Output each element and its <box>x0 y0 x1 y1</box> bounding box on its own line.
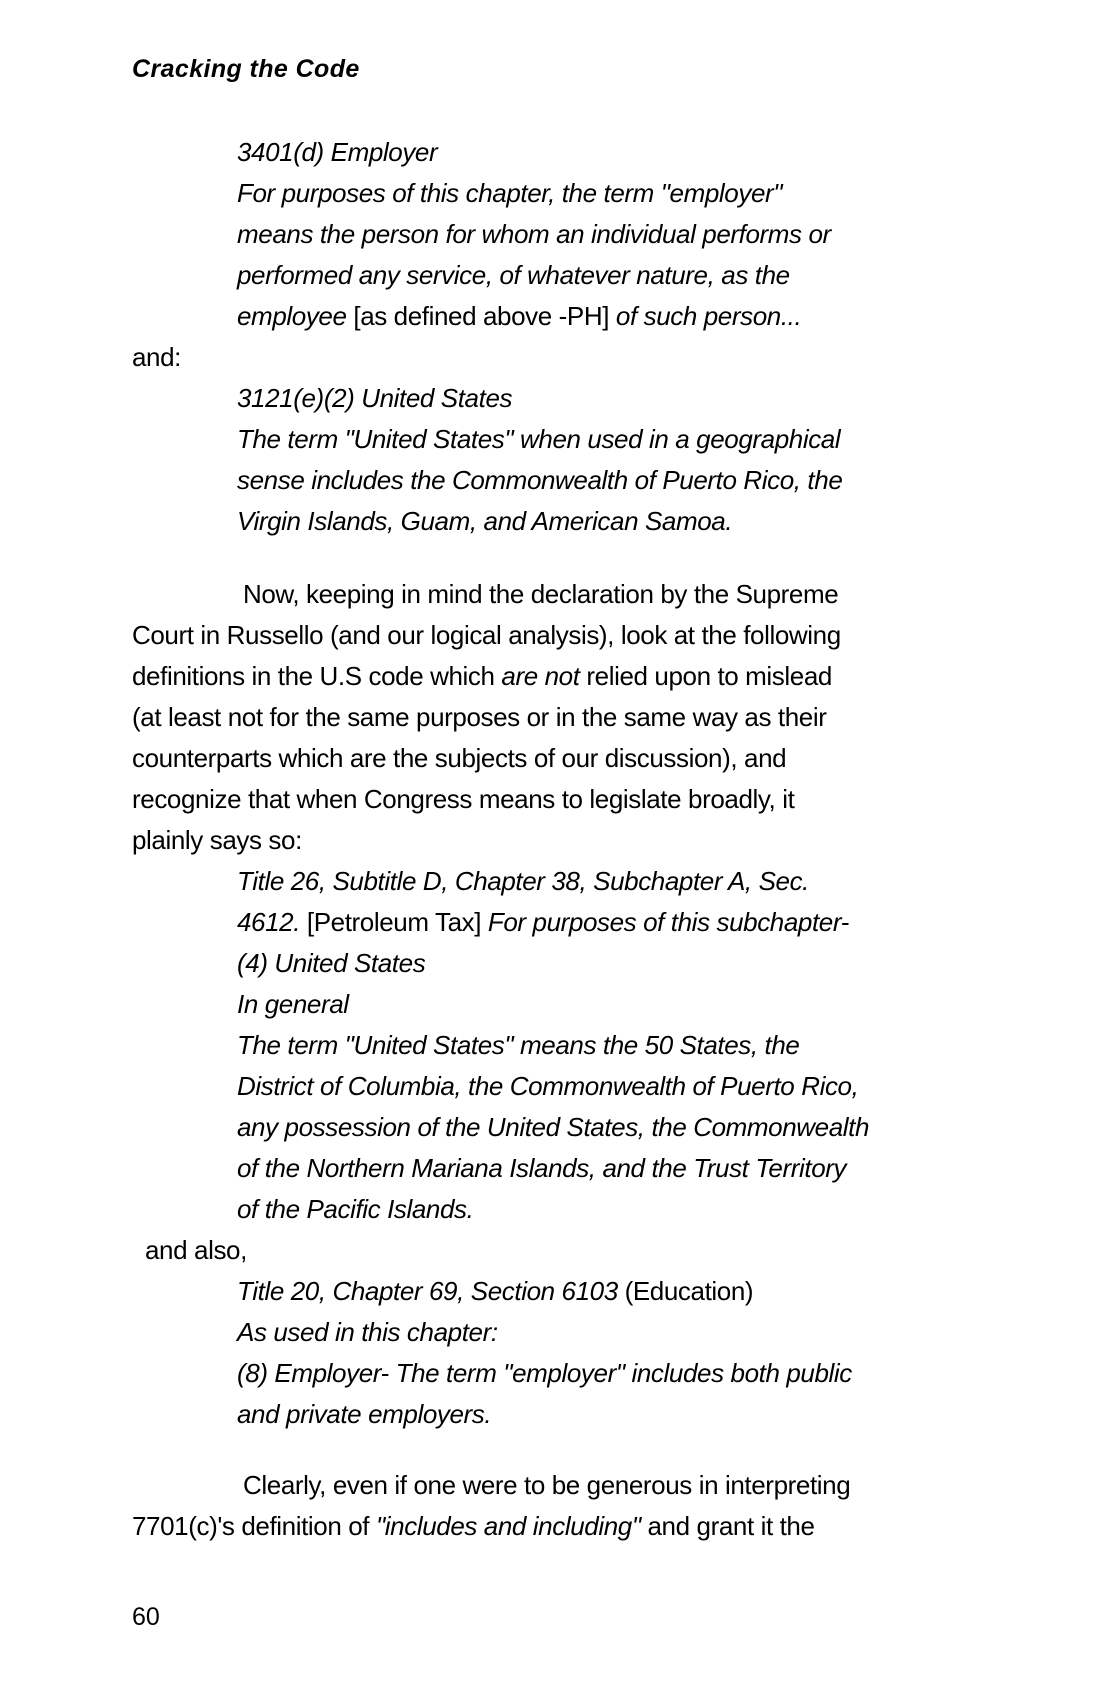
text-segment: 3121(e)(2) United States <box>237 383 513 413</box>
text-segment: and grant it the <box>647 1511 815 1541</box>
body-line <box>132 1506 1100 1547</box>
text-segment: Title 26, Subtitle D, Chapter 38, Subchapter A, Sec. <box>237 866 809 896</box>
quote-line <box>237 255 1100 296</box>
editor-note-segment: [as defined above -PH] <box>346 301 616 331</box>
text-segment: plainly says so: <box>132 825 302 855</box>
quote-block-title20 <box>0 1271 1100 1435</box>
text-segment: of the Northern Mariana Islands, and the Trust Territory <box>237 1153 847 1183</box>
quote-line <box>237 1394 1100 1435</box>
quote-line <box>237 1148 1100 1189</box>
quote-line <box>237 501 1100 542</box>
text-segment: performed any service, of whatever nature, as the <box>237 260 790 290</box>
quote-line <box>237 173 1100 214</box>
text-segment: The term "United States" when used in a geographical <box>237 424 841 454</box>
text-segment: Title 20, Chapter 69, Section 6103 <box>237 1276 618 1306</box>
text-segment: recognize that when Congress means to legislate broadly, it <box>132 784 795 814</box>
body-line <box>132 697 1100 738</box>
text-segment: 7701(c)'s definition of <box>132 1511 376 1541</box>
emphasis-segment: "includes and including" <box>375 1511 648 1541</box>
text-segment: (at least not for the same purposes or in the same way as their <box>132 702 827 732</box>
quote-line <box>237 214 1100 255</box>
page-number: 60 <box>132 1603 160 1631</box>
running-header: Cracking the Code <box>132 55 360 83</box>
quote-line <box>237 419 1100 460</box>
text-segment: sense includes the Commonwealth of Puerto Rico, the <box>237 465 843 495</box>
quote-line <box>237 861 1100 902</box>
text-segment: Virgin Islands, Guam, and American Samoa. <box>237 506 733 536</box>
text-segment: (8) Employer- The term "employer" includes both public <box>237 1358 852 1388</box>
text-segment: 3401(d) Employer <box>237 137 438 167</box>
text-segment: Now, keeping in mind the declaration by the Supreme <box>243 579 839 609</box>
connector-and-also: and also, <box>145 1235 247 1265</box>
editor-note-segment: [Petroleum Tax] <box>300 907 488 937</box>
text-segment: definitions in the U.S code which <box>132 661 502 691</box>
text-segment: Court in Russello (and our logical analysis), look at the following <box>132 620 841 650</box>
quote-block-3401d <box>0 132 1100 337</box>
connector-and: and: <box>132 342 182 372</box>
text-segment: 4612. <box>237 907 301 937</box>
quote-line <box>237 943 1100 984</box>
text-segment: any possession of the United States, the Commonwealth <box>237 1112 870 1142</box>
quote-block-title26 <box>0 861 1100 1230</box>
body-line <box>132 574 1100 615</box>
body-line <box>132 615 1100 656</box>
text-segment: For purposes of this subchapter- <box>487 907 849 937</box>
text-segment: means the person for whom an individual performs or <box>237 219 831 249</box>
quote-line <box>237 1025 1100 1066</box>
text-segment: of the Pacific Islands. <box>237 1194 474 1224</box>
quote-line <box>237 378 1100 419</box>
quote-line <box>237 132 1100 173</box>
body-line <box>132 779 1100 820</box>
page-content <box>0 132 1100 1638</box>
quote-line <box>237 902 1100 943</box>
text-segment: of such person... <box>615 301 802 331</box>
text-segment: (4) United States <box>237 948 426 978</box>
quote-line <box>237 1107 1100 1148</box>
quote-line <box>237 1353 1100 1394</box>
text-segment: relied upon to mislead <box>579 661 832 691</box>
body-line <box>132 820 1100 861</box>
quote-line <box>237 1189 1100 1230</box>
quote-line <box>237 1312 1100 1353</box>
quote-line <box>237 1066 1100 1107</box>
body-line <box>132 738 1100 779</box>
paragraph-clearly <box>0 1465 1100 1547</box>
quote-line <box>237 1271 1100 1312</box>
body-line <box>132 1465 1100 1506</box>
text-segment: In general <box>237 989 349 1019</box>
quote-block-3121e2 <box>0 378 1100 542</box>
text-segment: counterparts which are the subjects of our discussion), and <box>132 743 787 773</box>
quote-line <box>237 296 1100 337</box>
text-segment: For purposes of this chapter, the term "employer" <box>237 178 783 208</box>
quote-line <box>237 984 1100 1025</box>
text-segment: and private employers. <box>237 1399 492 1429</box>
text-segment: (Education) <box>617 1276 754 1306</box>
text-segment: The term "United States" means the 50 States, the <box>237 1030 800 1060</box>
text-segment: As used in this chapter: <box>237 1317 498 1347</box>
body-line <box>132 656 1100 697</box>
quote-line <box>237 460 1100 501</box>
text-segment: District of Columbia, the Commonwealth of Puerto Rico, <box>237 1071 859 1101</box>
emphasis-segment: are not <box>501 661 580 691</box>
text-segment: employee <box>237 301 347 331</box>
text-segment: Clearly, even if one were to be generous in interpreting <box>243 1470 851 1500</box>
paragraph-russello <box>0 574 1100 861</box>
